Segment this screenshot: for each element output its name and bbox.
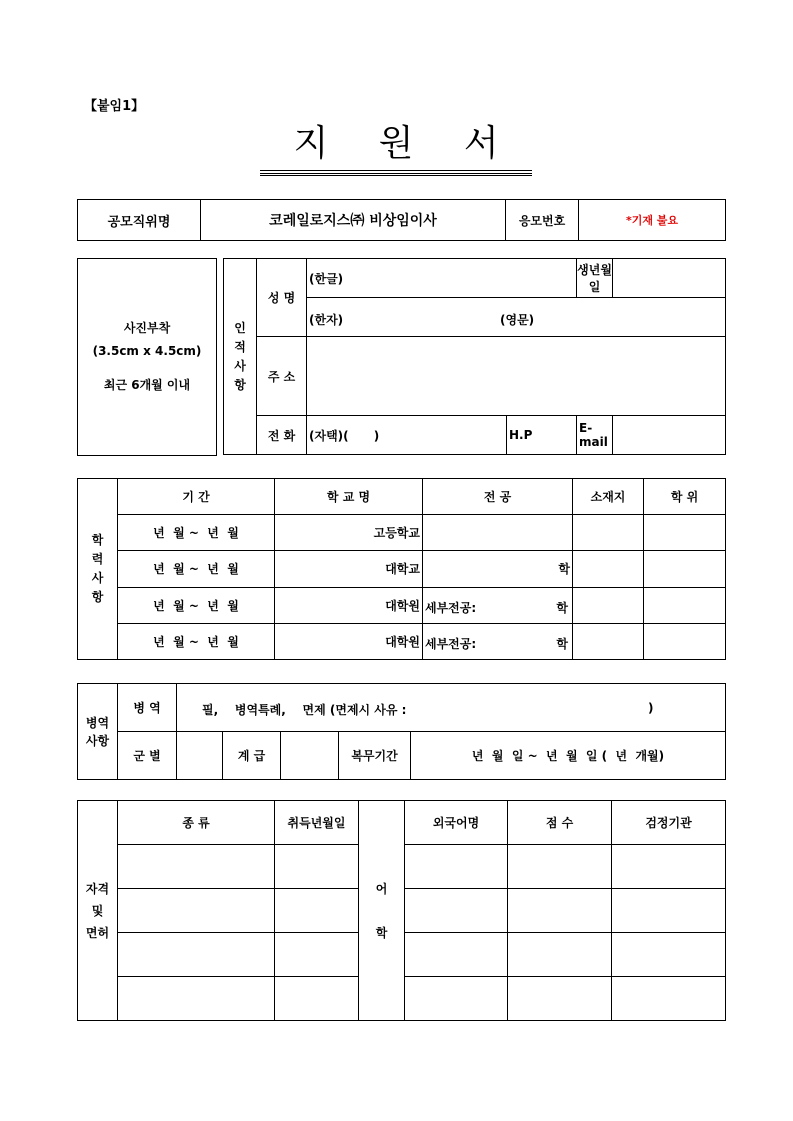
location-cell[interactable] — [573, 515, 644, 551]
period-cell[interactable]: 년 월 ~ 년 월 — [118, 515, 275, 551]
degree-suffix: 학 — [556, 600, 568, 615]
certifying-agency-header: 검정기관 — [612, 801, 726, 845]
major-header: 전 공 — [423, 479, 573, 515]
name-hanja-english-field[interactable] — [307, 298, 726, 337]
photo-label: 사진부착 — [123, 321, 171, 335]
applicant-number-note: *기재 불요 — [579, 200, 726, 241]
photo-recency: 최근 6개월 이내 — [103, 378, 191, 392]
email-label: E-mail — [577, 416, 613, 455]
military-rank-field[interactable] — [281, 732, 339, 780]
attachment-label: 【붙임1】 — [84, 99, 145, 114]
military-service-label: 병 역 — [118, 684, 177, 732]
military-service-close: ) — [648, 701, 654, 715]
name-korean-field[interactable]: (한글) — [307, 259, 577, 298]
address-label: 주 소 — [257, 337, 307, 416]
location-cell[interactable] — [573, 587, 644, 623]
education-section-label: 학 력 사 항 — [78, 479, 118, 660]
position-table — [77, 199, 726, 241]
applicant-number-label: 응모번호 — [506, 200, 579, 241]
service-period-label: 복무기간 — [339, 732, 411, 780]
military-rank-label: 계 급 — [223, 732, 281, 780]
military-service-options: 필, 병역특례, 면제 (면제시 사유 : — [202, 703, 407, 717]
mobile-phone-field[interactable] — [507, 416, 577, 455]
acquired-date-header: 취득년월일 — [275, 801, 359, 845]
degree-header: 학 위 — [644, 479, 726, 515]
military-branch-label: 군 별 — [118, 732, 177, 780]
email-field[interactable] — [613, 416, 726, 455]
birthdate-field[interactable] — [613, 259, 726, 298]
title-underline-second — [260, 175, 532, 176]
phone-label: 전 화 — [257, 416, 307, 455]
degree-cell[interactable] — [644, 587, 726, 623]
qualifications-section-label: 자격 및 면허 — [78, 801, 118, 1021]
location-cell[interactable] — [573, 551, 644, 587]
location-header: 소재지 — [573, 479, 644, 515]
degree-suffix: 학 — [556, 636, 568, 651]
home-phone-field[interactable]: (자택)( ) — [307, 416, 507, 455]
degree-cell[interactable] — [644, 623, 726, 659]
table-row — [78, 587, 726, 623]
major-cell[interactable] — [423, 587, 573, 623]
sub-major-label: 세부전공: — [425, 600, 477, 615]
qualifications-table — [77, 800, 726, 1021]
school-cell[interactable]: 대학교 — [275, 551, 423, 587]
mobile-label: H.P — [509, 428, 533, 442]
table-row — [78, 623, 726, 659]
name-english-label: (영문) — [500, 313, 535, 327]
birthdate-label: 생년월일 — [577, 259, 613, 298]
table-row — [78, 515, 726, 551]
major-cell[interactable] — [423, 515, 573, 551]
degree-cell[interactable] — [644, 551, 726, 587]
address-field[interactable] — [307, 337, 726, 416]
score-header: 점 수 — [508, 801, 612, 845]
position-label: 공모직위명 — [78, 200, 201, 241]
position-value: 코레일로지스㈜ 비상임이사 — [201, 200, 506, 241]
service-period-field[interactable]: 년 월 일 ~ 년 월 일 ( 년 개월) — [411, 732, 726, 780]
language-name-header: 외국어명 — [405, 801, 508, 845]
school-cell[interactable]: 대학원 — [275, 623, 423, 659]
military-branch-field[interactable] — [177, 732, 223, 780]
sub-major-label: 세부전공: — [425, 636, 477, 651]
period-cell[interactable]: 년 월 ~ 년 월 — [118, 623, 275, 659]
period-cell[interactable]: 년 월 ~ 년 월 — [118, 551, 275, 587]
license-type-header: 종 류 — [118, 801, 275, 845]
school-cell[interactable]: 고등학교 — [275, 515, 423, 551]
name-label: 성 명 — [257, 259, 307, 337]
military-section-label: 병역 사항 — [78, 684, 118, 780]
photo-size: (3.5cm x 4.5cm) — [92, 344, 202, 358]
military-service-field[interactable] — [177, 684, 726, 732]
personal-info-table — [223, 258, 726, 455]
education-table — [77, 478, 726, 660]
school-cell[interactable]: 대학원 — [275, 587, 423, 623]
school-header: 학 교 명 — [275, 479, 423, 515]
location-cell[interactable] — [573, 623, 644, 659]
photo-box[interactable] — [77, 258, 217, 456]
degree-cell[interactable] — [644, 515, 726, 551]
major-cell[interactable] — [423, 623, 573, 659]
title-underline — [260, 170, 532, 174]
table-row — [78, 551, 726, 587]
name-hanja-label: (한자) — [309, 313, 344, 327]
major-cell[interactable]: 학 — [423, 551, 573, 587]
military-table — [77, 683, 726, 780]
period-cell[interactable]: 년 월 ~ 년 월 — [118, 587, 275, 623]
personal-section-label: 인 적 사 항 — [224, 259, 257, 455]
period-header: 기 간 — [118, 479, 275, 515]
document-title: 지 원 서 — [293, 123, 503, 164]
language-section-label: 어 학 — [359, 801, 405, 1021]
